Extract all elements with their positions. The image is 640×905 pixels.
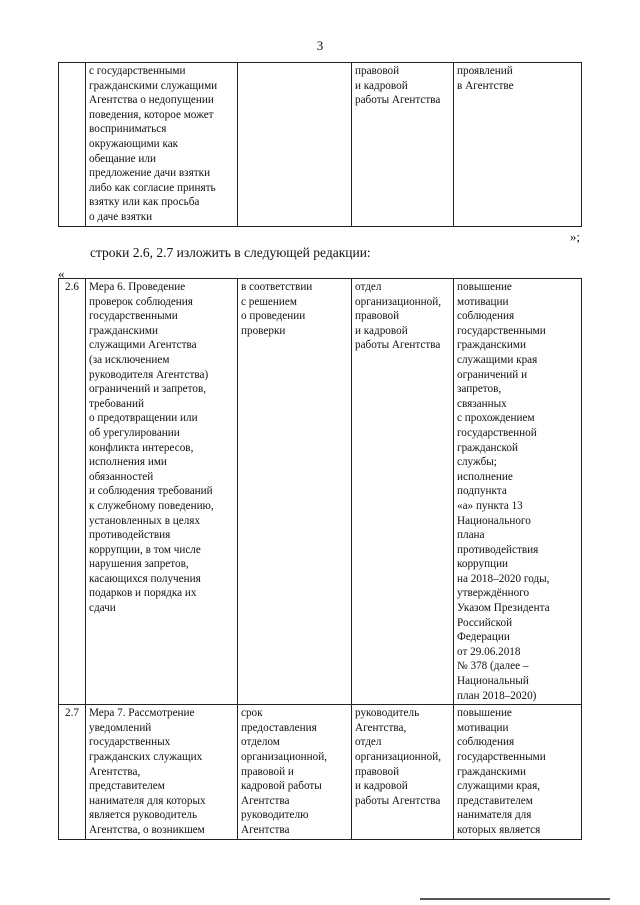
table-row (59, 279, 582, 705)
row-number-cell (59, 63, 86, 227)
measure-cell: с государственными гражданскими служащими Агентства о недопущении поведения, которое может восприниматься окружающими как обещание или предложение дачи взятки либо как согласие принять взятку или как просьба о даче взятки (86, 63, 238, 227)
responsible-cell: руководитель Агентства, отдел организационной, правовой и кадровой работы Агентства (352, 705, 454, 839)
closing-quote-mark: »; (569, 229, 580, 244)
deadline-cell (238, 63, 352, 227)
result-cell: повышение мотивации соблюдения государственными гражданскими служащими края, представителем нанимателя для которых является (454, 705, 582, 839)
page-number: 3 (316, 38, 324, 53)
measure-cell: Мера 6. Проведение проверок соблюдения государственными гражданскими служащими Агентства (за исключением руководителя Агентства) ограничений и запретов, требований о предотвращении или об урегулировании конфликта интересов, исполнения ими обязанностей и соблюдения требований к служебному поведению, установленных в целях противодействия коррупции, в том числе нарушения запретов, касающихся получения подарков и порядка их сдачи (86, 279, 238, 705)
row-number-cell: 2.6 (59, 279, 86, 705)
table-row (59, 705, 582, 839)
amendment-paragraph: строки 2.6, 2.7 изложить в следующей редакции: (90, 245, 371, 260)
deadline-cell: в соответствии с решением о проведении проверки (238, 279, 352, 705)
row-number-cell: 2.7 (59, 705, 86, 839)
measure-cell: Мера 7. Рассмотрение уведомлений государственных гражданских служащих Агентства, представителем нанимателя для которых является руководитель Агентства, о возникшем (86, 705, 238, 839)
table-row (59, 63, 582, 227)
responsible-cell: отдел организационной, правовой и кадровой работы Агентства (352, 279, 454, 705)
responsible-cell: правовой и кадровой работы Агентства (352, 63, 454, 227)
result-cell: повышение мотивации соблюдения государственными гражданскими служащими края ограничений и запретов, связанных с прохождением государственной гражданской службы; исполнение подпункта «а» пункта 13 Национального плана противодействия коррупции на 2018–2020 годы, утверждённого Указом Президента Российской Федерации от 29.06.2018 № 378 (далее – Национальный план 2018–2020) (454, 279, 582, 705)
opening-quote-mark: « (58, 266, 65, 281)
measures-table (58, 278, 582, 840)
continuation-table (58, 62, 582, 227)
result-cell: проявлений в Агентстве (454, 63, 582, 227)
deadline-cell: срок предоставления отделом организационной, правовой и кадровой работы Агентства руководителю Агентства (238, 705, 352, 839)
scan-mark (420, 898, 610, 900)
